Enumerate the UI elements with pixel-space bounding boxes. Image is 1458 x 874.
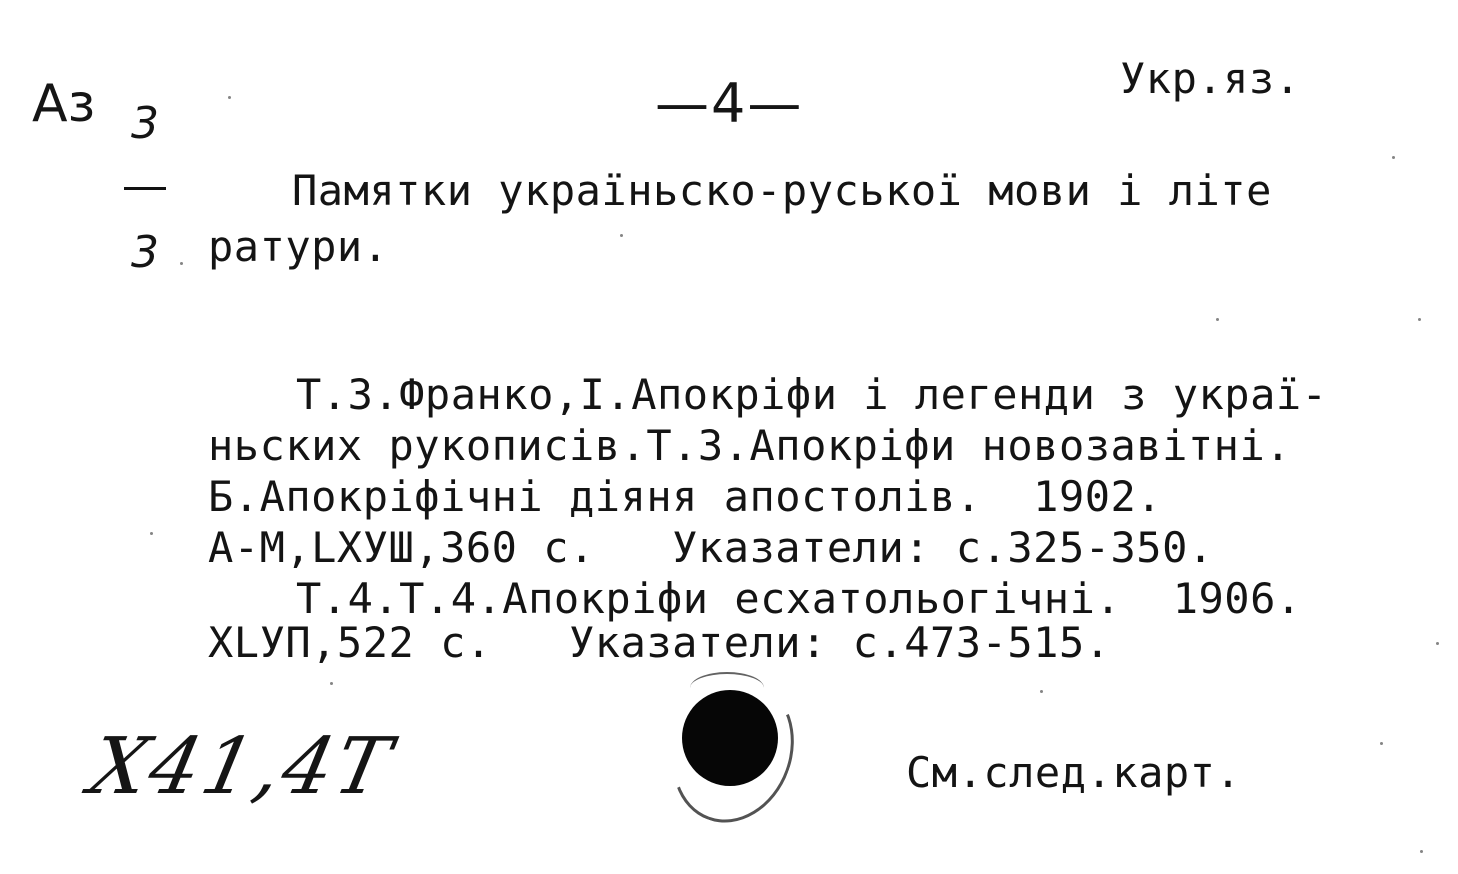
title-line-1: Памятки україньско-руської мови і літе — [292, 166, 1272, 215]
paper-speck — [1040, 690, 1043, 693]
call-number-main: Аз — [32, 74, 96, 134]
subject-heading: Укр.яз. — [1120, 54, 1301, 103]
paper-speck — [1420, 850, 1423, 853]
paper-speck — [1418, 318, 1421, 321]
body-line-1: Т.3.Франко,І.Апокріфи і легенди з украї- — [296, 370, 1328, 419]
body-line-4: А-М,LXУШ,360 с. Указатели: с.325-350. — [208, 523, 1214, 572]
see-next-card: См.след.карт. — [906, 748, 1242, 797]
handwritten-shelf-note: X41,4Т — [82, 722, 401, 812]
paper-speck — [1216, 318, 1219, 321]
call-number-denominator: 3 — [131, 227, 159, 278]
body-line-2: ньских рукописів.Т.3.Апокріфи новозавітні. — [208, 421, 1292, 470]
body-line-3: Б.Апокріфічні діяня апостолів. 1902. — [208, 472, 1163, 521]
paper-speck — [1380, 742, 1383, 745]
body-line-6: XLУП,522 с. Указатели: с.473-515. — [208, 618, 1111, 667]
paper-speck — [330, 682, 333, 685]
paper-speck — [1436, 642, 1439, 645]
fraction-bar — [124, 187, 166, 190]
paper-speck — [228, 96, 231, 99]
paper-speck — [180, 262, 183, 265]
punch-hole — [682, 690, 778, 786]
call-number — [32, 64, 182, 278]
page-number: —4— — [655, 72, 804, 135]
title-line-2: ратури. — [208, 222, 389, 271]
paper-speck — [1392, 156, 1395, 159]
call-number-fraction — [124, 64, 166, 313]
body-line-5: Т.4.Т.4.Апокріфи есхатольогічні. 1906. — [296, 574, 1302, 623]
call-number-numerator: 3 — [131, 98, 159, 149]
paper-speck — [150, 532, 153, 535]
paper-speck — [620, 234, 623, 237]
